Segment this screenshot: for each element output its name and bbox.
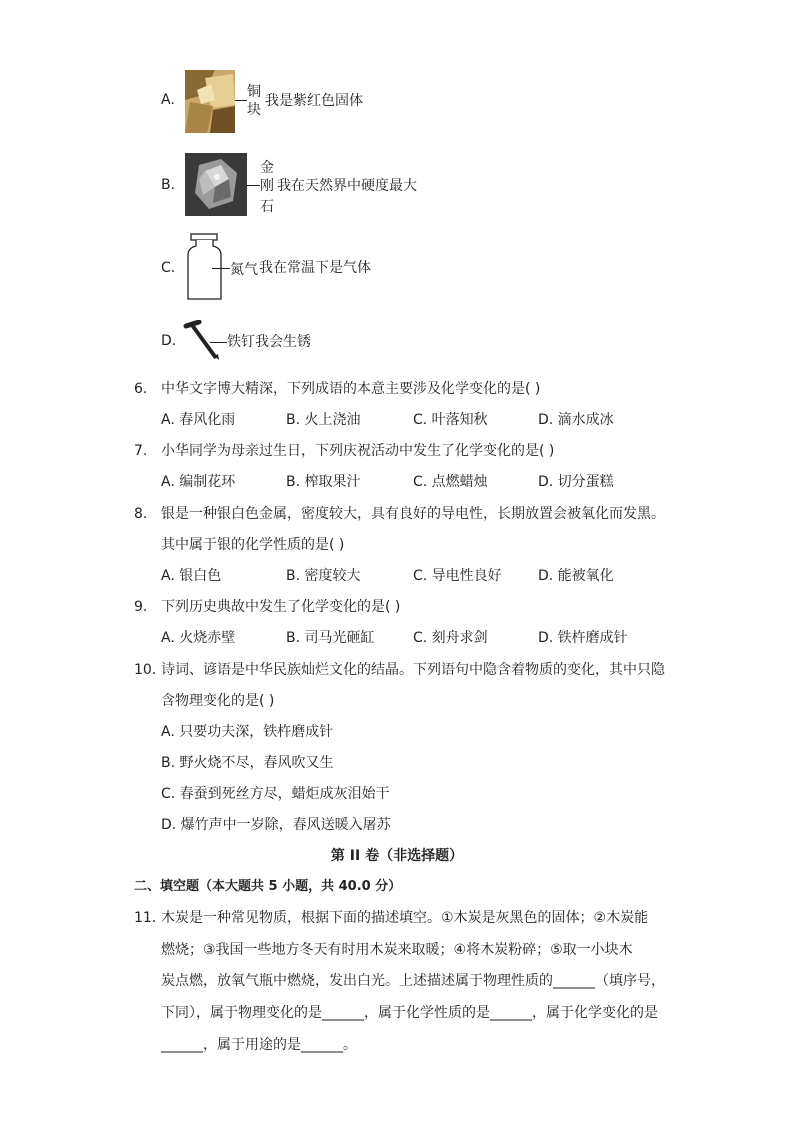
option-c: C. 刻舟求剑 — [413, 630, 488, 646]
label-char: 金 — [260, 160, 274, 176]
question-stem-line: 燃烧；③我国一些地方冬天有时用木炭来取暖；④将木炭粉碎；⑤取一小块木 — [161, 942, 633, 958]
label-char: 铜 — [247, 84, 261, 100]
question-stem-line: 诗词、谚语是中华民族灿烂文化的结晶。下列语句中隐含着物质的变化，其中只隐 — [161, 662, 665, 678]
option-letter: D. — [161, 333, 177, 349]
option-a: A. 只要功夫深，铁杵磨成针 — [161, 724, 334, 740]
label-char: 块 — [247, 102, 261, 118]
label-name: 铁钉 — [227, 334, 255, 350]
label-line — [247, 185, 260, 186]
option-d: D. 切分蛋糕 — [538, 474, 614, 490]
iron-nail-icon — [183, 320, 223, 366]
option-b: B. 榨取果汁 — [286, 474, 361, 490]
question-number: 9. — [134, 599, 148, 615]
option-text: 我是紫红色固体 — [265, 93, 363, 109]
question-number: 6. — [134, 381, 148, 397]
option-a: A. 火烧赤壁 — [161, 630, 236, 646]
question-number: 11. — [134, 910, 157, 926]
question-stem-line: 炭点燃，放氧气瓶中燃烧，发出白光。上述描述属于物理性质的______（填序号， — [161, 973, 665, 989]
label-char: 石 — [260, 199, 274, 215]
option-text: 我在天然界中硬度最大 — [277, 178, 417, 194]
option-b: B. 司马光砸缸 — [286, 630, 375, 646]
option-letter: B. — [161, 177, 176, 193]
option-text: 我在常温下是气体 — [259, 260, 371, 276]
option-c: C. 点燃蜡烛 — [413, 474, 488, 490]
gas-bottle-icon — [185, 233, 225, 307]
option-d: D. 滴水成冰 — [538, 412, 614, 428]
question-number: 7. — [134, 443, 148, 459]
label-line — [212, 268, 230, 269]
diamond-image — [185, 153, 247, 216]
option-d: D. 铁杵磨成针 — [538, 630, 628, 646]
question-stem-line: ______，属于用途的是______。 — [161, 1037, 357, 1053]
label-line — [210, 342, 227, 343]
question-stem-line: 含物理变化的是( ) — [161, 693, 275, 709]
option-c: C. 春蚕到死丝方尽，蜡炬成灰泪始干 — [161, 786, 390, 802]
section-title: 第 II 卷（非选择题） — [330, 848, 464, 864]
question-number: 8. — [134, 506, 148, 522]
option-c: C. 导电性良好 — [413, 568, 502, 584]
option-text: 我会生锈 — [255, 334, 311, 350]
question-stem-line: 银是一种银白色金属，密度较大，具有良好的导电性，长期放置会被氧化而发黑。 — [161, 506, 665, 522]
label-char: 刚 — [260, 178, 274, 194]
question-stem-line: 其中属于银的化学性质的是( ) — [161, 537, 345, 553]
option-letter: C. — [161, 260, 176, 276]
label-name: 氮气 — [230, 262, 258, 278]
question-stem: 中华文字博大精深，下列成语的本意主要涉及化学变化的是( ) — [161, 381, 541, 397]
option-c: C. 叶落知秋 — [413, 412, 488, 428]
copper-block-image — [185, 70, 235, 133]
question-number: 10. — [134, 662, 157, 678]
question-stem-line: 木炭是一种常见物质，根据下面的描述填空。①木炭是灰黑色的固体；②木炭能 — [161, 910, 649, 926]
option-a: A. 银白色 — [161, 568, 222, 584]
section-heading: 二、填空题（本大题共 5 小题，共 40.0 分） — [134, 879, 402, 894]
option-a: A. 春风化雨 — [161, 412, 236, 428]
option-letter: A. — [161, 92, 175, 108]
question-stem-line: 下同），属于物理变化的是______，属于化学性质的是______，属于化学变化的是 — [161, 1005, 658, 1021]
option-b: B. 火上浇油 — [286, 412, 361, 428]
option-d: D. 爆竹声中一岁除，春风送暖入屠苏 — [161, 817, 391, 833]
question-stem: 下列历史典故中发生了化学变化的是( ) — [161, 599, 401, 615]
option-b: B. 野火烧不尽，春风吹又生 — [161, 755, 334, 771]
option-a: A. 编制花环 — [161, 474, 236, 490]
label-line — [235, 100, 247, 101]
option-b: B. 密度较大 — [286, 568, 361, 584]
option-d: D. 能被氧化 — [538, 568, 614, 584]
question-stem: 小华同学为母亲过生日，下列庆祝活动中发生了化学变化的是( ) — [161, 443, 555, 459]
